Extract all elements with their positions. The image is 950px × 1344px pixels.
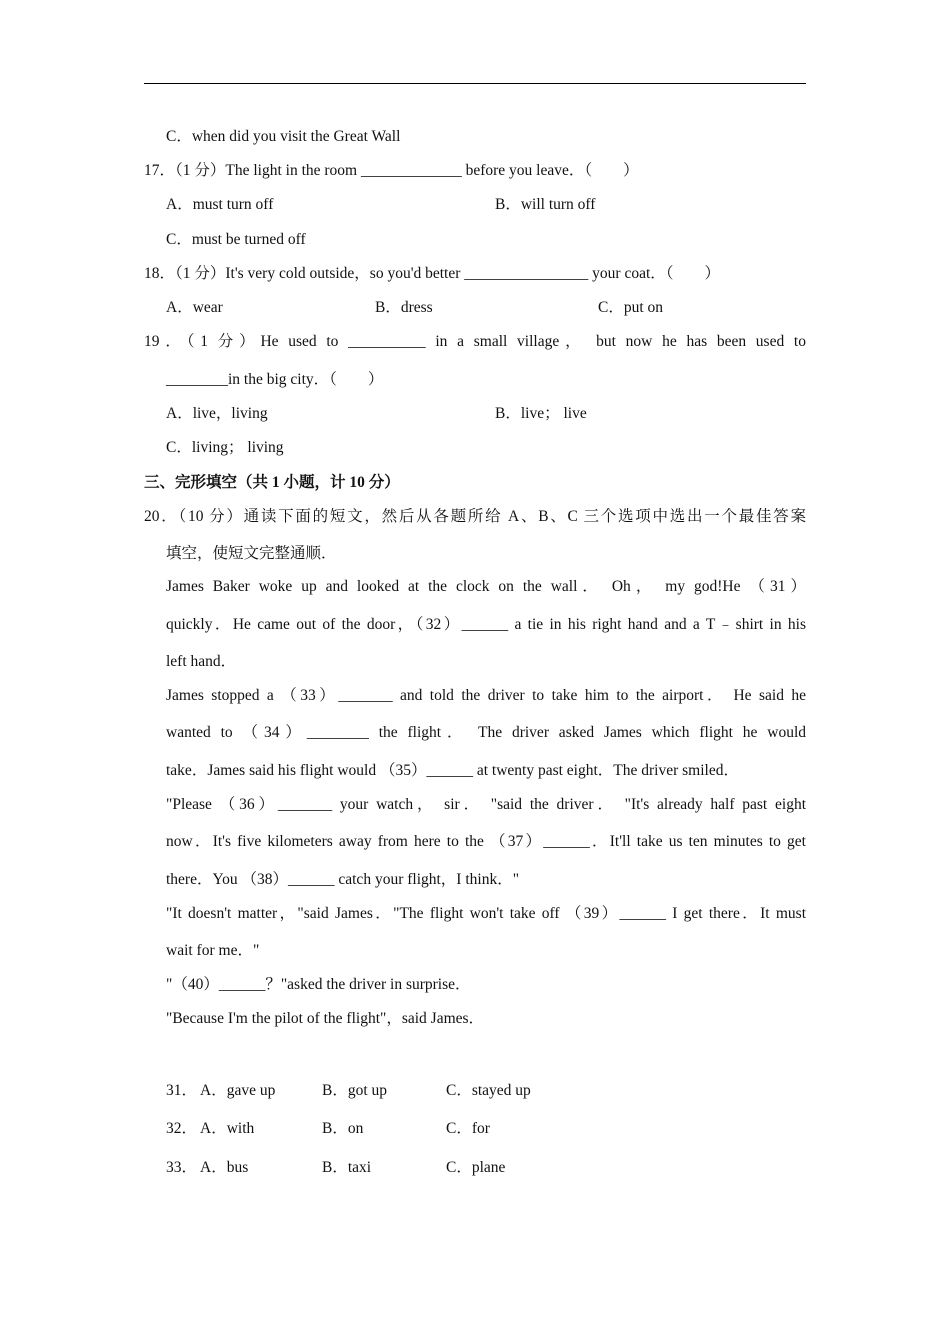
answer-number: 33． (166, 1159, 198, 1176)
q18-option-b[interactable]: B．dress (375, 299, 433, 316)
passage-line: quickly．He came out of the door，（32）______ a tie in his right hand and a T﹣shirt in his (166, 616, 806, 633)
passage-line: "Please （36）_______ your watch， sir． "said the driver． "It's already half past eight (166, 796, 806, 813)
q19-stem-line1: 19．（1 分）He used to __________ in a small village， but now he has been used to (144, 333, 806, 350)
q16-option-c[interactable]: C．when did you visit the Great Wall (166, 128, 401, 145)
q17-stem: 17．（1 分）The light in the room _____________ before you leave．（ ） (144, 162, 639, 179)
q18-option-c[interactable]: C．put on (598, 299, 664, 316)
q19-option-a[interactable]: A．live，living (166, 405, 268, 422)
q19-option-c[interactable]: C．living； living (166, 439, 284, 456)
answer-number: 32． (166, 1120, 198, 1137)
header-rule (144, 83, 806, 84)
passage-line: "It doesn't matter，"said James．"The flight won't take off （39）______ I get there．It must (166, 905, 806, 922)
passage-line: James stopped a （33）_______ and told the driver to take him to the airport． He said he (166, 687, 806, 704)
passage-line: now．It's five kilometers away from here to the （37）______．It'll take us ten minutes to get (166, 833, 806, 850)
passage-line: take．James said his flight would （35）______ at twenty past eight．The driver smiled． (166, 762, 739, 779)
answer-33-option-b[interactable]: B．taxi (322, 1159, 372, 1176)
answer-31-option-a[interactable]: A．gave up (200, 1082, 276, 1099)
passage-line: wanted to （34）________ the flight． The driver asked James which flight he would (166, 724, 806, 741)
q19-option-b[interactable]: B．live； live (495, 405, 587, 422)
passage-line: there．You （38）______ catch your flight，I think．" (166, 871, 520, 888)
passage-line: "（40）______？"asked the driver in surprise． (166, 976, 471, 993)
q17-option-c[interactable]: C．must be turned off (166, 231, 306, 248)
passage-line: wait for me．" (166, 942, 260, 959)
passage-line: "Because I'm the pilot of the flight"，said James． (166, 1010, 485, 1027)
answer-32-option-b[interactable]: B．on (322, 1120, 364, 1137)
q19-stem-line2: ________in the big city．（ ） (166, 371, 384, 388)
q18-option-a[interactable]: A．wear (166, 299, 223, 316)
answer-32-option-a[interactable]: A．with (200, 1120, 255, 1137)
answer-number: 31． (166, 1082, 198, 1099)
answer-31-option-c[interactable]: C．stayed up (446, 1082, 531, 1099)
answer-32-option-c[interactable]: C．for (446, 1120, 490, 1137)
q20-stem-line2: 填空，使短文完整通顺． (166, 545, 337, 562)
q18-stem: 18．（1 分）It's very cold outside，so you'd better ________________ your coat．（ ） (144, 265, 721, 282)
section-title: 三、完形填空（共 1 小题，计 10 分） (144, 474, 400, 491)
q17-option-a[interactable]: A．must turn off (166, 196, 274, 213)
q17-option-b[interactable]: B．will turn off (495, 196, 596, 213)
passage-line: left hand． (166, 653, 237, 670)
answer-33-option-a[interactable]: A．bus (200, 1159, 249, 1176)
answer-31-option-b[interactable]: B．got up (322, 1082, 388, 1099)
q20-stem-line1: 20．（10 分）通读下面的短文，然后从各题所给 A、B、C 三个选项中选出一个最佳答案 (144, 508, 806, 525)
answer-33-option-c[interactable]: C．plane (446, 1159, 506, 1176)
passage-line: James Baker woke up and looked at the clock on the wall． Oh， my god!He （31） (166, 578, 806, 595)
